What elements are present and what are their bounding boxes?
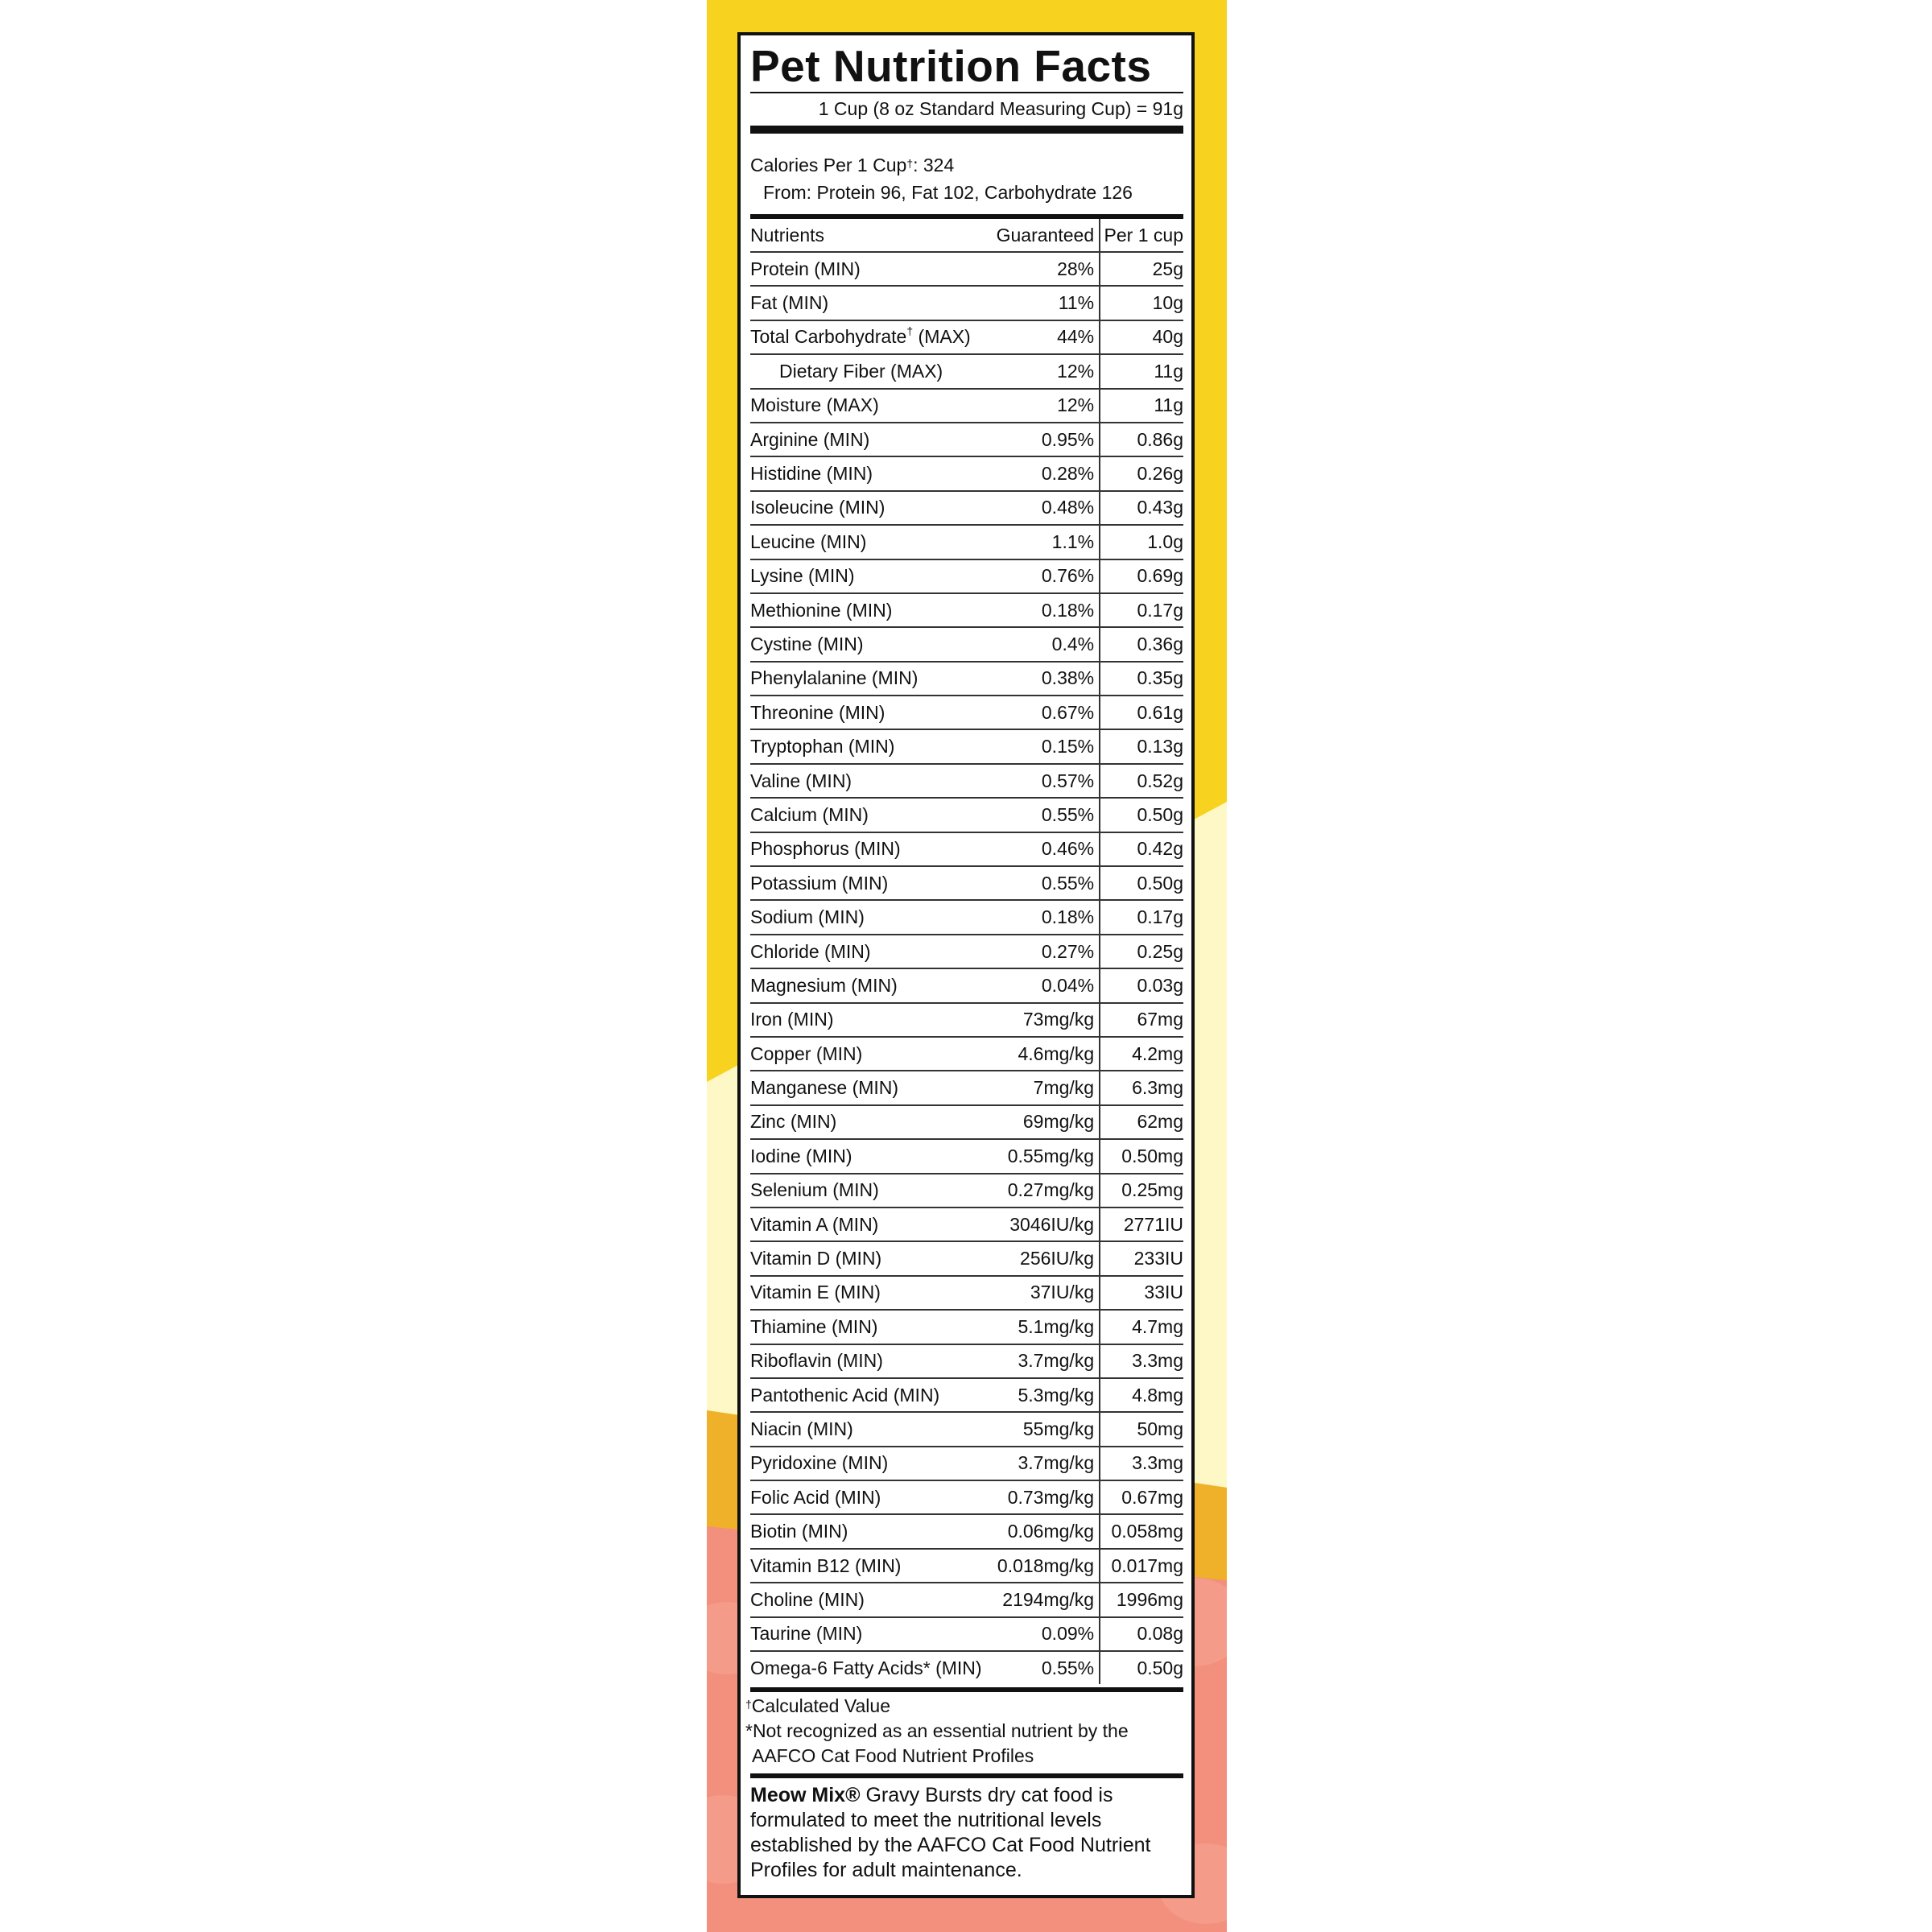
nutrient-label: Threonine (MIN)	[750, 701, 886, 723]
nutrient-name	[750, 764, 996, 798]
header-per-cup: Per 1 cup	[1104, 219, 1183, 252]
nutrient-name	[750, 286, 996, 320]
nutrient-name	[750, 525, 996, 559]
nutrient-label: Phenylalanine (MIN)	[750, 667, 919, 689]
nutrient-name	[750, 832, 996, 866]
nutrient-name	[750, 354, 996, 388]
table-row	[750, 491, 1183, 525]
nutrient-name	[750, 320, 996, 354]
calories-line	[750, 151, 1183, 179]
nutrient-label: Leucine (MIN)	[750, 530, 867, 552]
per-cup-value: 10g	[1104, 286, 1183, 320]
nutrient-label: Arginine (MIN)	[750, 428, 870, 450]
panel-title: Pet Nutrition Facts	[750, 41, 1152, 91]
guaranteed-value: 28%	[996, 252, 1100, 286]
guaranteed-value: 0.18%	[996, 900, 1100, 934]
per-cup-value: 25g	[1104, 252, 1183, 286]
nutrient-name	[750, 1139, 996, 1173]
table-row	[750, 696, 1183, 729]
nutrient-label: Potassium (MIN)	[750, 872, 889, 894]
nutrient-name	[750, 1105, 996, 1139]
guaranteed-value: 5.1mg/kg	[996, 1310, 1100, 1344]
nutrient-name	[750, 559, 996, 593]
nutrient-name	[750, 1514, 996, 1548]
statement-line1	[750, 1783, 1183, 1808]
guaranteed-value: 44%	[996, 320, 1100, 354]
nutrient-name	[750, 696, 996, 729]
guaranteed-value: 55mg/kg	[996, 1412, 1100, 1446]
nutrient-label: Vitamin B12 (MIN)	[750, 1554, 902, 1576]
table-row	[750, 525, 1183, 559]
nutrient-label: Calcium (MIN)	[750, 803, 869, 825]
nutrient-label: Zinc (MIN)	[750, 1111, 837, 1133]
per-cup-value: 0.50g	[1104, 798, 1183, 832]
per-cup-value: 0.03g	[1104, 968, 1183, 1002]
nutrient-label: Choline (MIN)	[750, 1588, 865, 1610]
per-cup-value: 11g	[1104, 354, 1183, 388]
per-cup-value: 0.058mg	[1104, 1514, 1183, 1548]
nutrient-label: Pantothenic Acid (MIN)	[750, 1384, 940, 1406]
per-cup-value: 40g	[1104, 320, 1183, 354]
statement-line4: Profiles for adult maintenance.	[750, 1859, 1022, 1882]
nutrient-label: Cystine (MIN)	[750, 633, 864, 654]
calories-value: : 324	[913, 155, 955, 175]
nutrient-name	[750, 798, 996, 832]
nutrient-label: Taurine (MIN)	[750, 1623, 863, 1645]
per-cup-value: 0.35g	[1104, 662, 1183, 696]
per-cup-value: 0.08g	[1104, 1617, 1183, 1651]
nutrient-qualifier: (MAX)	[913, 326, 971, 348]
per-cup-value: 0.50g	[1104, 866, 1183, 900]
nutrient-label: Fat (MIN)	[750, 292, 829, 314]
guaranteed-value: 4.6mg/kg	[996, 1037, 1100, 1071]
nutrient-name	[750, 423, 996, 456]
table-row	[750, 1378, 1183, 1412]
nutrient-name	[750, 1412, 996, 1446]
nutrient-name	[750, 968, 996, 1002]
guaranteed-value: 3.7mg/kg	[996, 1447, 1100, 1480]
table-row	[750, 1617, 1183, 1651]
nutrient-name	[750, 389, 996, 423]
per-cup-value: 0.86g	[1104, 423, 1183, 456]
per-cup-value: 0.17g	[1104, 593, 1183, 627]
nutrient-label: Manganese (MIN)	[750, 1077, 899, 1099]
nutrient-label: Selenium (MIN)	[750, 1179, 879, 1201]
guaranteed-value: 0.18%	[996, 593, 1100, 627]
table-row	[750, 252, 1183, 286]
table-row	[750, 389, 1183, 423]
nutrient-label: Tryptophan (MIN)	[750, 736, 895, 758]
table-row	[750, 1549, 1183, 1583]
per-cup-value: 0.61g	[1104, 696, 1183, 729]
nutrient-name	[750, 1651, 996, 1684]
table-row	[750, 456, 1183, 490]
nutrient-name	[750, 1003, 996, 1037]
table-row	[750, 1105, 1183, 1139]
nutrient-name	[750, 627, 996, 661]
calories-section	[750, 134, 1183, 214]
per-cup-value: 233IU	[1104, 1241, 1183, 1275]
nutrient-label: Vitamin E (MIN)	[750, 1282, 881, 1303]
aafco-statement	[750, 1778, 1183, 1883]
nutrient-label: Riboflavin (MIN)	[750, 1350, 883, 1372]
guaranteed-value: 0.95%	[996, 423, 1100, 456]
nutrient-label: Copper (MIN)	[750, 1042, 863, 1064]
footnotes	[745, 1692, 1183, 1769]
nutrient-name	[750, 1617, 996, 1651]
per-cup-value: 4.8mg	[1104, 1378, 1183, 1412]
table-row	[750, 423, 1183, 456]
table-row	[750, 900, 1183, 934]
guaranteed-value: 0.04%	[996, 968, 1100, 1002]
guaranteed-value: 0.27%	[996, 935, 1100, 968]
per-cup-value: 0.13g	[1104, 729, 1183, 763]
nutrient-name	[750, 900, 996, 934]
serving-size: 1 Cup (8 oz Standard Measuring Cup) = 91g	[818, 98, 1183, 119]
table-row	[750, 729, 1183, 763]
guaranteed-value: 0.06mg/kg	[996, 1514, 1100, 1548]
divider-thick	[750, 126, 1183, 134]
nutrient-label: Vitamin D (MIN)	[750, 1248, 882, 1269]
table-row	[750, 1071, 1183, 1104]
nutrient-label: Biotin (MIN)	[750, 1521, 848, 1542]
guaranteed-value: 7mg/kg	[996, 1071, 1100, 1104]
table-row	[750, 1412, 1183, 1446]
calories-label: Calories Per 1 Cup	[750, 155, 907, 175]
guaranteed-value: 0.55%	[996, 866, 1100, 900]
nutrient-label: Omega-6 Fatty Acids* (MIN)	[750, 1657, 982, 1678]
table-row	[750, 1276, 1183, 1310]
table-row	[750, 1447, 1183, 1480]
nutrient-label: Lysine (MIN)	[750, 565, 855, 587]
nutrient-name	[750, 1447, 996, 1480]
nutrient-label: Iron (MIN)	[750, 1009, 834, 1030]
nutrient-name	[750, 1037, 996, 1071]
guaranteed-value: 0.09%	[996, 1617, 1100, 1651]
per-cup-value: 0.25mg	[1104, 1174, 1183, 1208]
guaranteed-value: 256IU/kg	[996, 1241, 1100, 1275]
guaranteed-value: 0.018mg/kg	[996, 1549, 1100, 1583]
nutrient-name	[750, 1310, 996, 1344]
table-row	[750, 1003, 1183, 1037]
per-cup-value: 0.17g	[1104, 900, 1183, 934]
per-cup-value: 0.69g	[1104, 559, 1183, 593]
guaranteed-value: 0.55%	[996, 1651, 1100, 1684]
statement-line3: established by the AAFCO Cat Food Nutrient	[750, 1834, 1151, 1857]
per-cup-value: 2771IU	[1104, 1208, 1183, 1241]
table-row	[750, 1583, 1183, 1616]
nutrient-name	[750, 593, 996, 627]
per-cup-value: 11g	[1104, 389, 1183, 423]
table-header-row	[750, 219, 1183, 252]
guaranteed-value: 0.4%	[996, 627, 1100, 661]
table-row	[750, 1037, 1183, 1071]
nutrient-label: Vitamin A (MIN)	[750, 1213, 879, 1235]
nutrient-name	[750, 1549, 996, 1583]
per-cup-value: 0.36g	[1104, 627, 1183, 661]
guaranteed-value: 0.38%	[996, 662, 1100, 696]
per-cup-value: 50mg	[1104, 1412, 1183, 1446]
footnote-calculated-text: Calculated Value	[751, 1695, 890, 1717]
per-cup-value: 1.0g	[1104, 525, 1183, 559]
per-cup-value: 3.3mg	[1104, 1447, 1183, 1480]
dagger-mark: †	[906, 157, 914, 170]
nutrient-name	[750, 1480, 996, 1514]
nutrient-label: Pyridoxine (MIN)	[750, 1452, 889, 1474]
footnote-aafco-line1: *Not recognized as an essential nutrient by the	[745, 1720, 1129, 1742]
table-row	[750, 866, 1183, 900]
guaranteed-value: 1.1%	[996, 525, 1100, 559]
table-row	[750, 559, 1183, 593]
table-row	[750, 764, 1183, 798]
nutrient-label: Moisture (MAX)	[750, 394, 879, 416]
per-cup-value: 0.43g	[1104, 491, 1183, 525]
guaranteed-value: 0.55%	[996, 798, 1100, 832]
guaranteed-value: 0.28%	[996, 456, 1100, 490]
guaranteed-value: 0.46%	[996, 832, 1100, 866]
nutrient-name	[750, 662, 996, 696]
table-row	[750, 1174, 1183, 1208]
nutrient-name	[750, 935, 996, 968]
table-row	[750, 1208, 1183, 1241]
per-cup-value: 67mg	[1104, 1003, 1183, 1037]
nutrient-name	[750, 866, 996, 900]
per-cup-value: 33IU	[1104, 1276, 1183, 1310]
nutrient-label: Valine (MIN)	[750, 770, 852, 791]
header-guaranteed: Guaranteed	[996, 219, 1100, 252]
nutrient-label: Phosphorus (MIN)	[750, 838, 901, 860]
dagger-mark: †	[745, 1698, 752, 1711]
per-cup-value: 0.017mg	[1104, 1549, 1183, 1583]
nutrient-label: Chloride (MIN)	[750, 940, 871, 962]
nutrient-name	[750, 1174, 996, 1208]
footnote-aafco-line2: AAFCO Cat Food Nutrient Profiles	[752, 1745, 1034, 1767]
nutrient-name	[750, 1583, 996, 1616]
nutrient-label: Sodium (MIN)	[750, 906, 865, 928]
per-cup-value: 0.42g	[1104, 832, 1183, 866]
nutrient-name	[750, 252, 996, 286]
per-cup-value: 62mg	[1104, 1105, 1183, 1139]
nutrient-name	[750, 1344, 996, 1378]
nutrient-label: Niacin (MIN)	[750, 1418, 853, 1439]
dagger-mark: †	[906, 324, 914, 338]
table-row	[750, 1241, 1183, 1275]
guaranteed-value: 69mg/kg	[996, 1105, 1100, 1139]
statement-line1-text: Gravy Bursts dry cat food is	[860, 1784, 1113, 1807]
nutrient-name	[750, 456, 996, 490]
per-cup-value: 0.50mg	[1104, 1139, 1183, 1173]
table-row	[750, 354, 1183, 388]
guaranteed-value: 0.76%	[996, 559, 1100, 593]
guaranteed-value: 2194mg/kg	[996, 1583, 1100, 1616]
guaranteed-value: 3046IU/kg	[996, 1208, 1100, 1241]
guaranteed-value: 37IU/kg	[996, 1276, 1100, 1310]
per-cup-value: 6.3mg	[1104, 1071, 1183, 1104]
guaranteed-value: 0.27mg/kg	[996, 1174, 1100, 1208]
guaranteed-value: 12%	[996, 354, 1100, 388]
per-cup-value: 0.25g	[1104, 935, 1183, 968]
per-cup-value: 4.7mg	[1104, 1310, 1183, 1344]
table-row	[750, 627, 1183, 661]
per-cup-value: 0.67mg	[1104, 1480, 1183, 1514]
nutrient-label: Isoleucine (MIN)	[750, 497, 886, 518]
table-row	[750, 1480, 1183, 1514]
guaranteed-value: 3.7mg/kg	[996, 1344, 1100, 1378]
nutrient-label: Protein (MIN)	[750, 258, 861, 279]
table-row	[750, 1344, 1183, 1378]
guaranteed-value: 12%	[996, 389, 1100, 423]
nutrient-name	[750, 1378, 996, 1412]
guaranteed-value: 0.57%	[996, 764, 1100, 798]
nutrient-label: Total Carbohydrate	[750, 326, 907, 348]
per-cup-value: 0.50g	[1137, 1657, 1183, 1678]
per-cup-value: 1996mg	[1104, 1583, 1183, 1616]
nutrient-label: Iodine (MIN)	[750, 1145, 852, 1166]
table-row	[750, 320, 1183, 354]
calories-breakdown: From: Protein 96, Fat 102, Carbohydrate 126	[763, 182, 1133, 203]
guaranteed-value: 73mg/kg	[996, 1003, 1100, 1037]
guaranteed-value: 5.3mg/kg	[996, 1378, 1100, 1412]
nutrient-name	[750, 491, 996, 525]
nutrient-name	[750, 1071, 996, 1104]
footnote-calculated	[745, 1694, 1183, 1719]
per-cup-value: 3.3mg	[1104, 1344, 1183, 1378]
guaranteed-value: 0.73mg/kg	[996, 1480, 1100, 1514]
table-row	[750, 1139, 1183, 1173]
table-row	[750, 1514, 1183, 1548]
guaranteed-value: 0.67%	[996, 696, 1100, 729]
table-row	[750, 1651, 1183, 1684]
table-row	[750, 968, 1183, 1002]
guaranteed-value: 0.55mg/kg	[996, 1139, 1100, 1173]
per-cup-value: 0.26g	[1104, 456, 1183, 490]
nutrition-facts-panel	[737, 32, 1195, 1898]
nutrient-label: Methionine (MIN)	[750, 599, 893, 621]
header-nutrients: Nutrients	[750, 219, 996, 252]
nutrient-name	[750, 1208, 996, 1241]
nutrient-label: Magnesium (MIN)	[750, 974, 898, 996]
per-cup-value: 0.52g	[1104, 764, 1183, 798]
nutrient-table	[750, 219, 1183, 1684]
nutrient-name	[750, 729, 996, 763]
table-row	[750, 662, 1183, 696]
brand-name: Meow Mix®	[750, 1784, 861, 1807]
table-row	[750, 286, 1183, 320]
nutrition-facts-content	[745, 35, 1183, 1883]
nutrient-name	[750, 1241, 996, 1275]
per-cup-value: 4.2mg	[1104, 1037, 1183, 1071]
guaranteed-value: 11%	[996, 286, 1100, 320]
guaranteed-value: 0.15%	[996, 729, 1100, 763]
nutrient-label: Folic Acid (MIN)	[750, 1486, 881, 1508]
nutrient-label: Thiamine (MIN)	[750, 1315, 878, 1337]
nutrient-name	[750, 1276, 996, 1310]
statement-line2: formulated to meet the nutritional levels	[750, 1809, 1102, 1832]
table-row	[750, 935, 1183, 968]
nutrient-label: Histidine (MIN)	[750, 463, 873, 485]
nutrient-label: Dietary Fiber (MAX)	[779, 360, 943, 382]
table-row	[750, 832, 1183, 866]
table-row	[750, 798, 1183, 832]
guaranteed-value: 0.48%	[996, 491, 1100, 525]
table-row	[750, 593, 1183, 627]
table-row	[750, 1310, 1183, 1344]
